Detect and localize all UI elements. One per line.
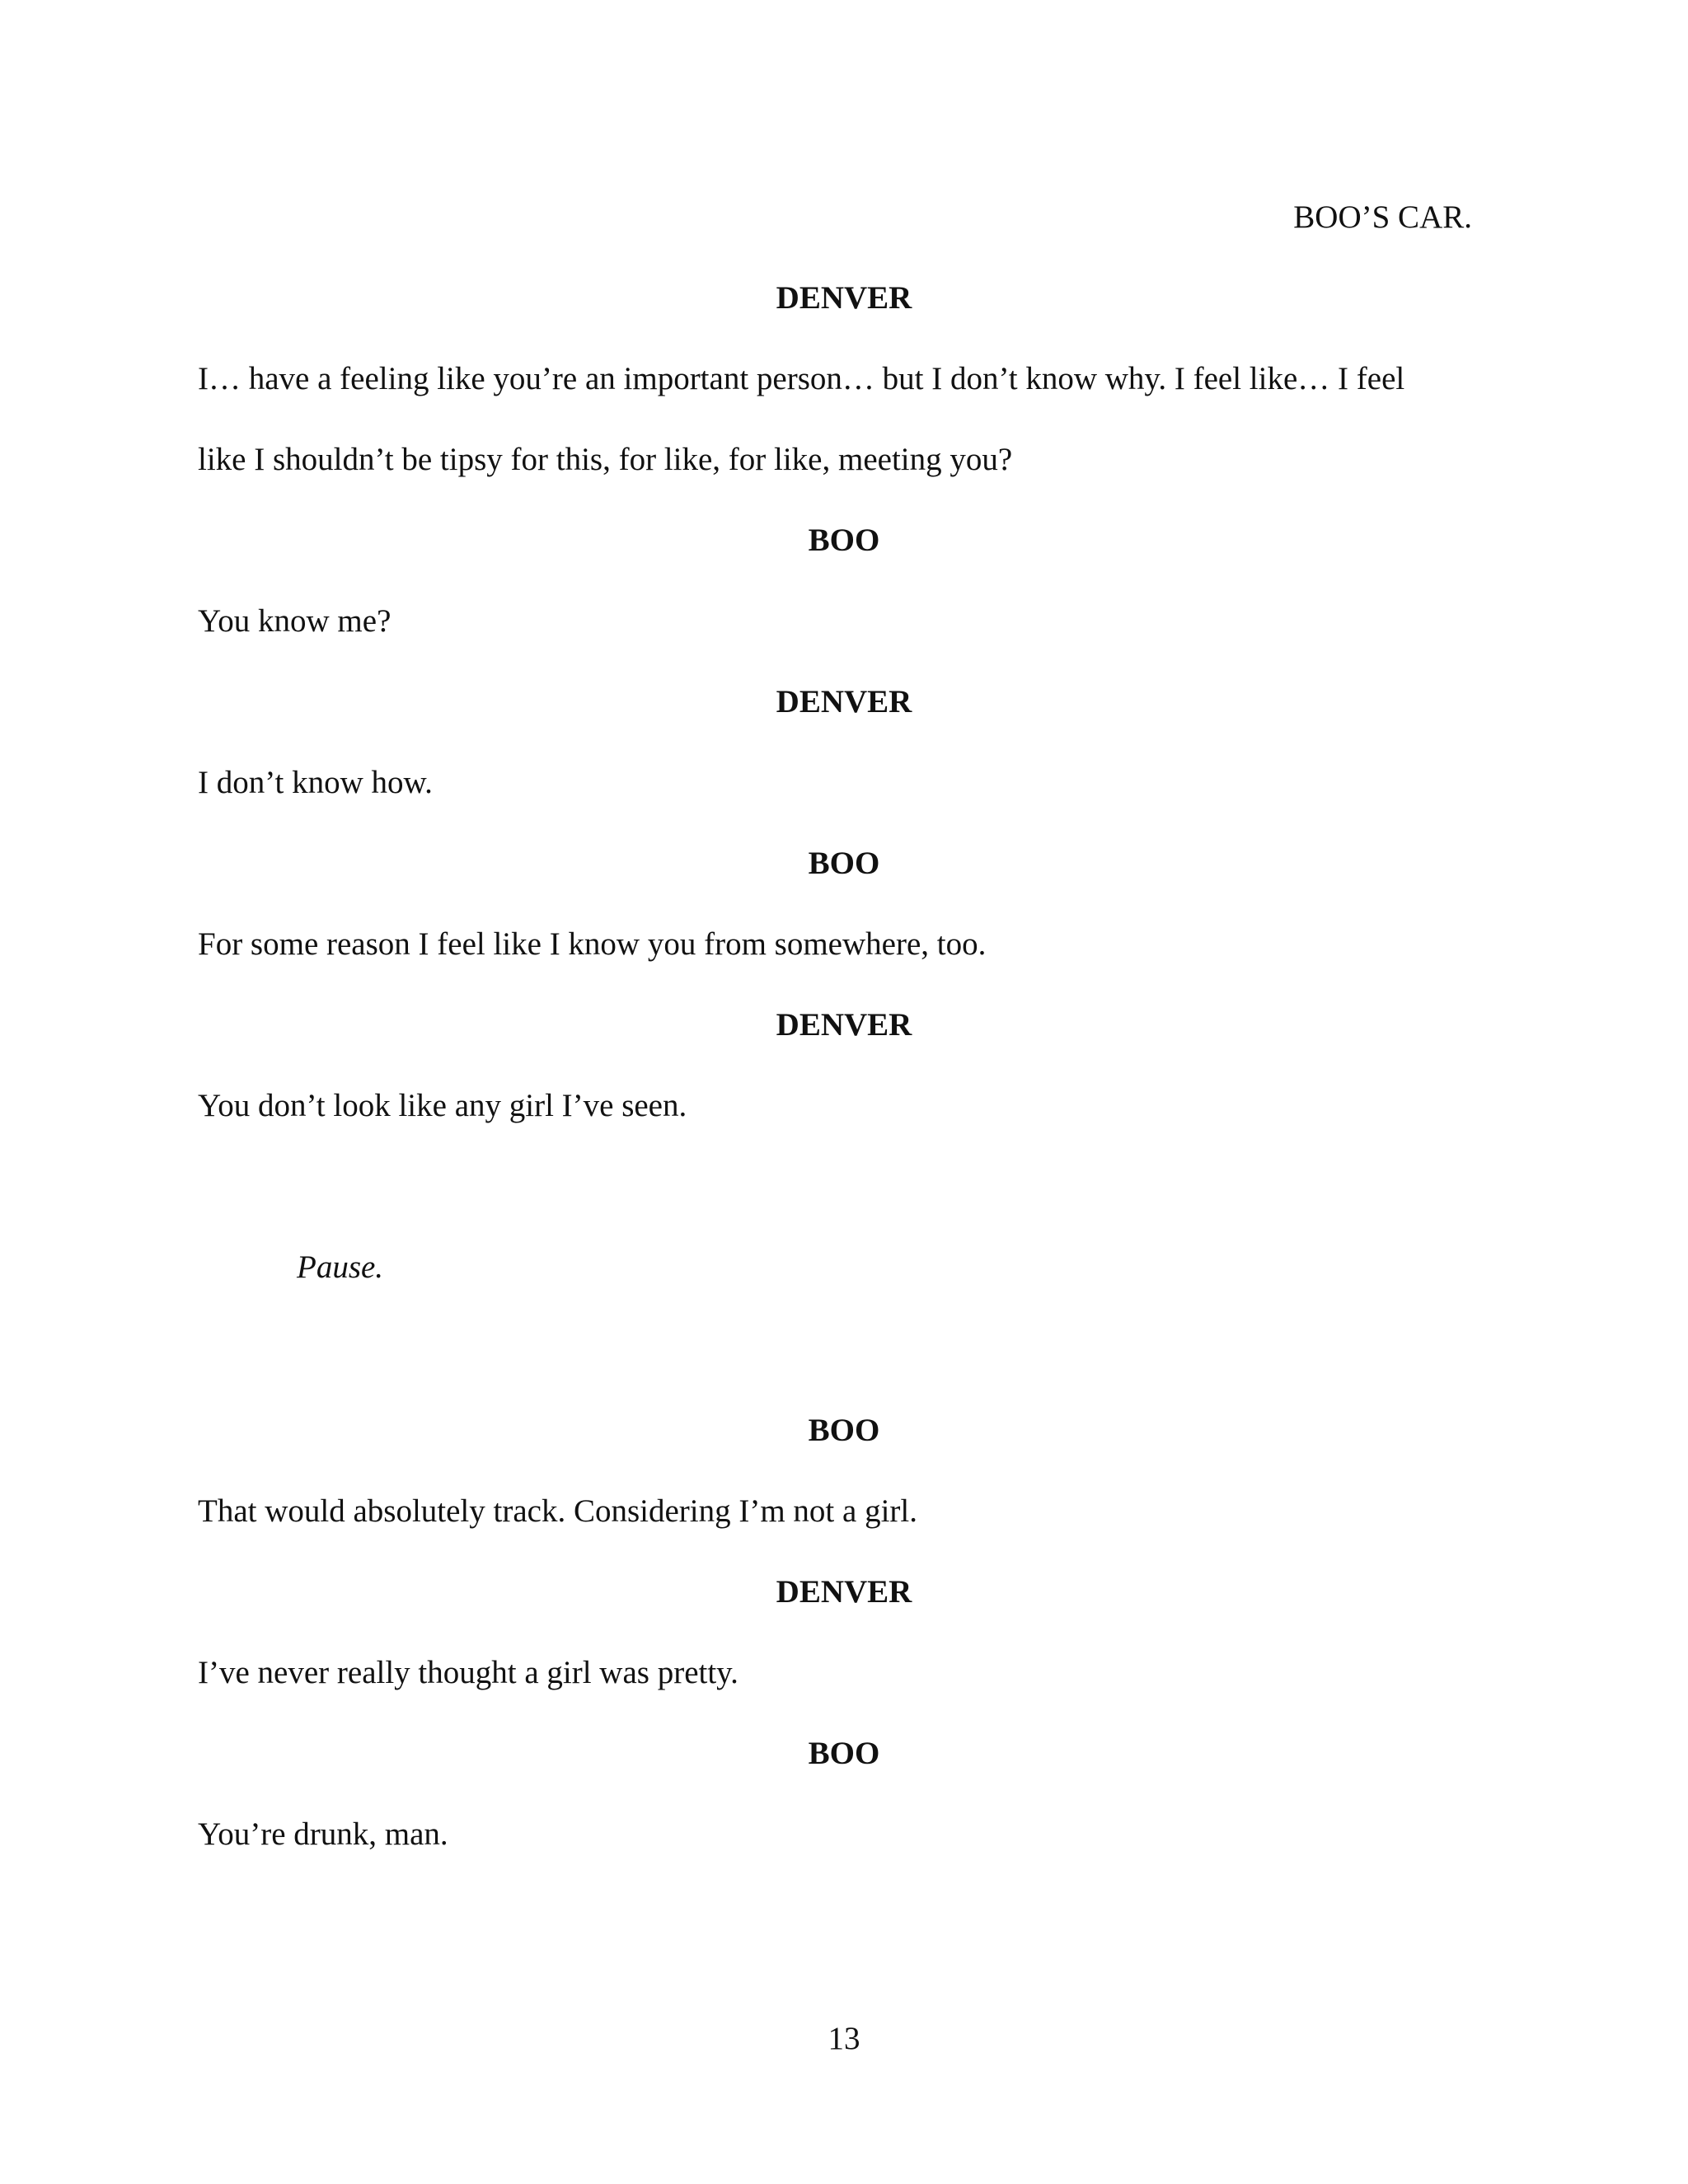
- dialogue-line: I’ve never really thought a girl was pretty.: [198, 1655, 738, 1690]
- scene-heading: BOO’S CAR.: [1293, 199, 1472, 235]
- character-name: DENVER: [776, 280, 912, 316]
- stage-direction: Pause.: [297, 1249, 384, 1285]
- character-name: BOO: [808, 1736, 880, 1771]
- character-name: DENVER: [776, 1007, 912, 1043]
- character-name: BOO: [808, 523, 880, 558]
- character-name: DENVER: [776, 1574, 912, 1610]
- dialogue-line: You’re drunk, man.: [198, 1816, 448, 1852]
- character-name: BOO: [808, 846, 880, 881]
- dialogue-line: That would absolutely track. Considering I’m not a girl.: [198, 1493, 917, 1529]
- dialogue-line: You don’t look like any girl I’ve seen.: [198, 1088, 687, 1123]
- dialogue-line: like I shouldn’t be tipsy for this, for like, for like, meeting you?: [198, 442, 1013, 477]
- page-number: 13: [828, 2021, 860, 2056]
- dialogue-line: You know me?: [198, 603, 392, 639]
- character-name: DENVER: [776, 684, 912, 719]
- dialogue-line: I… have a feeling like you’re an important person… but I don’t know why. I feel like… I feel: [198, 361, 1405, 396]
- dialogue-line: I don’t know how.: [198, 765, 433, 800]
- dialogue-line: For some reason I feel like I know you from somewhere, too.: [198, 926, 987, 962]
- character-name: BOO: [808, 1413, 880, 1448]
